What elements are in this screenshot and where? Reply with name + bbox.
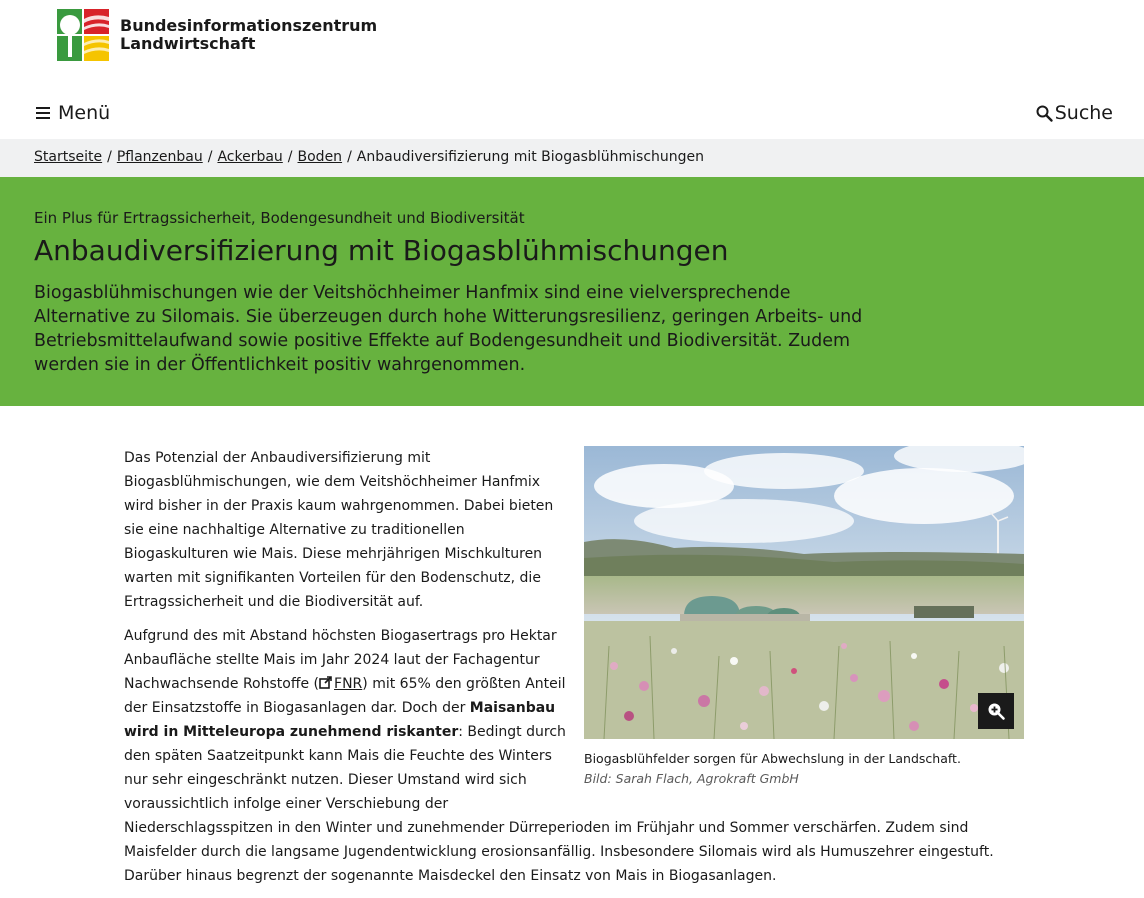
hero-lead: Biogasblühmischungen wie der Veitshöchheimer Hanfmix sind eine vielversprechende Alternative zu Silomais. Sie überzeugen durch hohe Witterungsresilienz, geringen Arbeits- und Betriebsmittelaufwand sowie positive Effekte auf Bodengesundheit und Biodiversität. Zudem werden sie in der Öffentlichkeit positiv wahrgenommen.	[34, 283, 863, 375]
site-logo[interactable]	[57, 9, 377, 61]
logo-text	[120, 17, 377, 53]
breadcrumb-separator: /	[107, 149, 112, 165]
search-label: Suche	[1054, 102, 1113, 124]
breadcrumb-link-ackerbau[interactable]: Ackerbau	[217, 149, 283, 165]
logo-line-2: Landwirtschaft	[120, 34, 256, 53]
figure-credit: Bild: Sarah Flach, Agrokraft GmbH	[584, 771, 799, 786]
paragraph-2-text-c: : Bedingt durch den späten Saatzeitpunkt kann Mais die Feuchte des Winters nur sehr eingeschränkt nutzen. Dieser Umstand wird sich voraussichtlich infolge einer Verschiebung der Niederschlagsspitzen in den Winter und zunehmender Dürreperioden im Frühjahr und Sommer verschärfen. Zudem sind Maisfelder durch die langsame Jugendentwicklung erosionsanfällig. Insbesondere Silomais wird als Humuszehrer eingestuft. Darüber hinaus begrenzt der sogenannte Maisdeckel den Einsatz von Mais in Biogasanlagen.	[124, 724, 994, 884]
logo-mark-icon	[57, 9, 109, 61]
paragraph-1: Das Potenzial der Anbaudiversifizierung mit Biogasblühmischungen, wie dem Veitshöchheimer Hanfmix wird bisher in der Praxis kaum wahrgenommen. Dabei bieten sie eine nachhaltige Alternative zu traditionellen Biogaskulturen wie Mais. Diese mehrjährigen Mischkulturen warten mit signifikanten Vorteilen für den Bodenschutz, die Ertragssicherheit und die Biodiversität auf.	[124, 450, 554, 610]
breadcrumb-current: Anbaudiversifizierung mit Biogasblühmischungen	[356, 149, 705, 165]
breadcrumb-link-pflanzenbau[interactable]: Pflanzenbau	[116, 149, 203, 165]
breadcrumb-link-startseite[interactable]: Startseite	[34, 149, 103, 165]
landscape-photo[interactable]	[584, 446, 1024, 739]
fnr-link[interactable]: FNR	[334, 676, 363, 692]
external-link-icon	[319, 676, 332, 689]
breadcrumb-separator: /	[207, 149, 213, 165]
search-icon	[1036, 105, 1053, 122]
hero-banner	[0, 177, 1144, 406]
paragraph-2-text-a: Aufgrund des mit Abstand höchsten Biogasertrags pro Hektar Anbaufläche stellte Mais im Jahr 2024 laut der Fachagentur Nachwachsende Rohstoffe (	[124, 628, 557, 692]
page-title: Anbaudiversifizierung mit Biogasblühmischungen	[34, 234, 729, 267]
breadcrumb-separator: /	[287, 149, 293, 165]
menu-label: Menü	[58, 102, 111, 124]
menu-button[interactable]	[36, 102, 110, 124]
article-figure	[584, 446, 1024, 789]
figure-caption: Biogasblühfelder sorgen für Abwechslung in der Landschaft.	[584, 751, 961, 766]
search-button[interactable]	[1036, 102, 1113, 124]
breadcrumb	[0, 139, 1144, 177]
breadcrumb-separator: /	[347, 149, 352, 165]
paragraph-2-emphasis: Maisanbau wird in Mitteleuropa zunehmend riskanter	[124, 700, 556, 740]
hero-kicker: Ein Plus für Ertragssicherheit, Bodengesundheit und Biodiversität	[34, 209, 525, 227]
zoom-in-icon	[987, 702, 1005, 720]
article-body	[124, 446, 1024, 898]
site-header	[0, 0, 1144, 139]
logo-line-1: Bundesinformationszentrum	[120, 16, 378, 35]
zoom-button[interactable]	[978, 693, 1014, 729]
hamburger-icon	[36, 107, 50, 119]
paragraph-2-text-b: ) mit 65% den größten Anteil der Einsatzstoffe in Biogasanlagen dar. Doch der	[124, 676, 566, 716]
breadcrumb-link-boden[interactable]: Boden	[297, 149, 343, 165]
